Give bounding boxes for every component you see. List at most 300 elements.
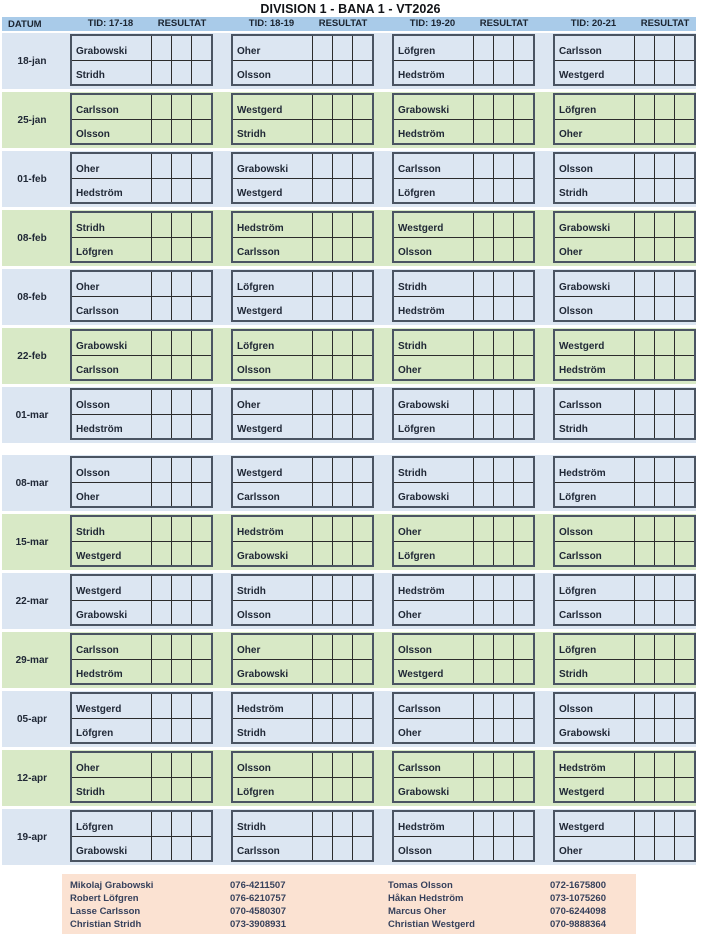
date-label: 22-feb — [17, 351, 47, 362]
result-box — [312, 659, 332, 683]
player-name: Oher — [555, 119, 634, 143]
result-box — [352, 694, 372, 718]
result-box — [352, 213, 372, 237]
schedule-row — [2, 92, 696, 148]
result-box — [191, 154, 211, 178]
result-box — [654, 60, 674, 84]
contact-name: Christian Westgerd — [388, 919, 475, 930]
result-box — [513, 777, 533, 801]
result-box — [674, 718, 694, 742]
result-box — [151, 694, 171, 718]
result-box — [493, 576, 513, 600]
date-label: 08-feb — [17, 292, 47, 303]
player-name: Oher — [76, 164, 100, 175]
result-box — [493, 213, 513, 237]
result-box — [473, 777, 493, 801]
result-box — [493, 154, 513, 178]
result-box — [674, 635, 694, 659]
result-box — [674, 178, 694, 202]
result-box — [171, 576, 191, 600]
result-box — [332, 541, 352, 565]
result-box — [654, 36, 674, 60]
result-box — [654, 458, 674, 482]
match-cell — [553, 93, 696, 145]
result-box — [191, 458, 211, 482]
result-box — [674, 576, 694, 600]
result-box — [151, 541, 171, 565]
row-spacer — [374, 810, 392, 865]
result-box — [171, 331, 191, 355]
player-name: Carlsson — [233, 836, 312, 860]
result-box — [634, 659, 654, 683]
date-label: 08-feb — [17, 233, 47, 244]
result-box — [493, 694, 513, 718]
player-name: Oher — [237, 645, 261, 656]
date-label: 12-apr — [16, 773, 47, 784]
player-name: Stridh — [76, 527, 105, 538]
result-box — [151, 635, 171, 659]
result-box — [513, 390, 533, 414]
row-spacer — [535, 329, 553, 384]
match-cell — [70, 515, 213, 567]
result-box — [493, 777, 513, 801]
result-box — [312, 482, 332, 506]
match-cell — [70, 152, 213, 204]
row-spacer — [213, 633, 231, 688]
match-cell — [231, 751, 374, 803]
result-box — [634, 296, 654, 320]
row-spacer — [535, 692, 553, 747]
player-name: Stridh — [76, 223, 105, 234]
result-box — [151, 213, 171, 237]
match-cell — [553, 633, 696, 685]
match-cell — [553, 456, 696, 508]
result-box — [634, 718, 654, 742]
player-name: Westgerd — [555, 777, 634, 801]
result-box — [171, 777, 191, 801]
result-box — [352, 95, 372, 119]
row-spacer — [62, 329, 70, 384]
schedule-table — [2, 17, 696, 865]
result-box — [513, 718, 533, 742]
result-box — [191, 718, 211, 742]
result-box — [473, 95, 493, 119]
row-spacer — [62, 574, 70, 629]
result-box — [674, 517, 694, 541]
result-box — [191, 482, 211, 506]
player-name: Carlsson — [559, 400, 602, 411]
result-box — [191, 178, 211, 202]
result-box — [151, 36, 171, 60]
result-box — [191, 694, 211, 718]
row-spacer — [62, 34, 70, 89]
result-box — [473, 694, 493, 718]
player-name: Olsson — [72, 119, 151, 143]
player-name: Oher — [76, 763, 100, 774]
player-name: Löfgren — [559, 105, 597, 116]
row-spacer — [374, 152, 392, 207]
row-spacer — [62, 810, 70, 865]
result-box — [634, 414, 654, 438]
result-box — [634, 390, 654, 414]
result-box — [352, 777, 372, 801]
result-box — [473, 458, 493, 482]
result-box — [151, 95, 171, 119]
match-cell — [70, 810, 213, 862]
match-cell — [70, 34, 213, 86]
match-cell — [231, 34, 374, 86]
result-box — [191, 600, 211, 624]
result-box — [674, 36, 694, 60]
player-name: Westgerd — [233, 296, 312, 320]
result-box — [513, 237, 533, 261]
row-spacer — [374, 456, 392, 511]
result-box — [332, 390, 352, 414]
player-name: Grabowski — [76, 341, 128, 352]
result-box — [151, 517, 171, 541]
table-header-row — [2, 17, 696, 31]
row-spacer — [213, 211, 231, 266]
result-box — [332, 414, 352, 438]
result-box — [191, 541, 211, 565]
result-box — [654, 390, 674, 414]
player-name: Grabowski — [76, 46, 128, 57]
result-box — [493, 296, 513, 320]
header-result-label: RESULTAT — [157, 18, 207, 29]
result-box — [352, 635, 372, 659]
result-box — [332, 119, 352, 143]
player-name: Löfgren — [72, 237, 151, 261]
player-name: Grabowski — [398, 105, 450, 116]
result-box — [654, 272, 674, 296]
result-box — [634, 482, 654, 506]
result-box — [312, 331, 332, 355]
player-name: Stridh — [233, 718, 312, 742]
result-box — [171, 753, 191, 777]
result-box — [191, 60, 211, 84]
player-name: Löfgren — [394, 541, 473, 565]
player-name: Westgerd — [398, 223, 444, 234]
result-box — [674, 836, 694, 860]
result-box — [513, 272, 533, 296]
match-cell — [70, 751, 213, 803]
result-box — [634, 635, 654, 659]
result-box — [332, 777, 352, 801]
player-name: Hedström — [237, 527, 284, 538]
header-spacer — [213, 17, 231, 31]
result-box — [634, 119, 654, 143]
row-spacer — [213, 93, 231, 148]
result-box — [674, 213, 694, 237]
header-time-label: TID: 20-21 — [570, 18, 617, 29]
result-box — [171, 213, 191, 237]
contact-name: Robert Löfgren — [70, 893, 139, 904]
result-box — [352, 36, 372, 60]
contact-name: Mikolaj Grabowski — [70, 880, 154, 891]
result-box — [171, 390, 191, 414]
date-label: 01-mar — [15, 410, 49, 421]
result-box — [332, 635, 352, 659]
match-cell — [231, 270, 374, 322]
result-box — [473, 355, 493, 379]
result-box — [654, 213, 674, 237]
player-name: Hedström — [394, 119, 473, 143]
header-slot-2 — [231, 17, 374, 31]
result-box — [191, 414, 211, 438]
player-name: Grabowski — [559, 282, 611, 293]
schedule-row — [2, 387, 696, 443]
result-box — [191, 777, 211, 801]
player-name: Olsson — [398, 645, 432, 656]
result-box — [332, 482, 352, 506]
result-box — [332, 753, 352, 777]
result-box — [473, 576, 493, 600]
contact-phone: 070-6244098 — [550, 906, 606, 917]
player-name: Oher — [394, 718, 473, 742]
result-box — [513, 296, 533, 320]
player-name: Hedström — [237, 704, 284, 715]
result-box — [332, 60, 352, 84]
player-name: Carlsson — [76, 105, 119, 116]
result-box — [332, 836, 352, 860]
header-result-label: RESULTAT — [479, 18, 529, 29]
result-box — [634, 753, 654, 777]
match-cell — [70, 388, 213, 440]
player-name: Löfgren — [233, 777, 312, 801]
result-box — [312, 541, 332, 565]
result-box — [654, 331, 674, 355]
result-box — [151, 458, 171, 482]
result-box — [634, 517, 654, 541]
player-name: Stridh — [398, 341, 427, 352]
match-cell — [231, 633, 374, 685]
result-box — [513, 836, 533, 860]
result-box — [171, 659, 191, 683]
result-box — [634, 777, 654, 801]
result-box — [312, 458, 332, 482]
date-label: 22-mar — [15, 596, 49, 607]
result-box — [332, 718, 352, 742]
result-box — [674, 296, 694, 320]
player-name: Löfgren — [394, 414, 473, 438]
result-box — [473, 296, 493, 320]
row-spacer — [374, 329, 392, 384]
result-box — [473, 178, 493, 202]
contact-name: Håkan Hedström — [388, 893, 464, 904]
result-box — [634, 60, 654, 84]
result-box — [332, 296, 352, 320]
result-box — [352, 154, 372, 178]
result-box — [634, 331, 654, 355]
result-box — [674, 154, 694, 178]
schedule-row — [2, 750, 696, 806]
result-box — [312, 836, 332, 860]
result-box — [191, 517, 211, 541]
result-box — [473, 414, 493, 438]
player-name: Grabowski — [555, 718, 634, 742]
date-label: 25-jan — [17, 115, 47, 126]
match-cell — [392, 93, 535, 145]
match-cell — [392, 515, 535, 567]
player-name: Westgerd — [72, 541, 151, 565]
schedule-row — [2, 210, 696, 266]
player-name: Olsson — [233, 60, 312, 84]
result-box — [634, 600, 654, 624]
result-box — [151, 812, 171, 836]
player-name: Oher — [394, 600, 473, 624]
player-name: Hedström — [72, 659, 151, 683]
match-cell — [70, 574, 213, 626]
result-box — [654, 659, 674, 683]
match-cell — [392, 152, 535, 204]
row-spacer — [374, 751, 392, 806]
schedule-row — [2, 33, 696, 89]
result-box — [151, 482, 171, 506]
row-spacer — [374, 270, 392, 325]
result-box — [513, 635, 533, 659]
schedule-row — [2, 151, 696, 207]
result-box — [654, 753, 674, 777]
player-name: Westgerd — [76, 704, 122, 715]
result-box — [654, 576, 674, 600]
player-name: Carlsson — [398, 704, 441, 715]
result-box — [312, 95, 332, 119]
header-result-label: RESULTAT — [640, 18, 690, 29]
result-box — [312, 718, 332, 742]
result-box — [332, 458, 352, 482]
result-box — [191, 36, 211, 60]
result-box — [191, 95, 211, 119]
row-spacer — [535, 515, 553, 570]
result-box — [312, 694, 332, 718]
header-slot-1 — [70, 17, 213, 31]
player-name: Stridh — [398, 468, 427, 479]
date-label: 01-feb — [17, 174, 47, 185]
result-box — [634, 576, 654, 600]
result-box — [352, 60, 372, 84]
contact-name: Marcus Oher — [388, 906, 447, 917]
result-box — [151, 659, 171, 683]
result-box — [674, 237, 694, 261]
result-box — [151, 272, 171, 296]
result-box — [191, 237, 211, 261]
result-box — [493, 237, 513, 261]
result-box — [151, 777, 171, 801]
player-name: Olsson — [394, 237, 473, 261]
result-box — [654, 600, 674, 624]
player-name: Carlsson — [398, 763, 441, 774]
player-name: Olsson — [237, 763, 271, 774]
result-box — [473, 119, 493, 143]
player-name: Löfgren — [237, 282, 275, 293]
result-box — [674, 60, 694, 84]
result-box — [654, 154, 674, 178]
match-cell — [231, 93, 374, 145]
date-label: 29-mar — [15, 655, 49, 666]
result-box — [352, 272, 372, 296]
row-spacer — [213, 388, 231, 443]
result-box — [513, 36, 533, 60]
result-box — [493, 836, 513, 860]
result-box — [473, 154, 493, 178]
row-spacer — [213, 270, 231, 325]
result-box — [674, 458, 694, 482]
header-time-label: TID: 19-20 — [409, 18, 456, 29]
date-label: 08-mar — [15, 478, 49, 489]
match-cell — [231, 211, 374, 263]
result-box — [171, 414, 191, 438]
result-box — [473, 659, 493, 683]
result-box — [473, 836, 493, 860]
match-cell — [70, 692, 213, 744]
player-name: Olsson — [394, 836, 473, 860]
player-name: Grabowski — [237, 164, 289, 175]
player-name: Grabowski — [233, 541, 312, 565]
player-name: Westgerd — [237, 105, 283, 116]
result-box — [634, 812, 654, 836]
result-box — [151, 154, 171, 178]
player-name: Olsson — [559, 164, 593, 175]
row-spacer — [62, 456, 70, 511]
result-box — [171, 541, 191, 565]
row-spacer — [535, 211, 553, 266]
result-box — [332, 154, 352, 178]
result-box — [513, 694, 533, 718]
result-box — [191, 753, 211, 777]
schedule-row — [2, 455, 696, 511]
result-box — [513, 576, 533, 600]
player-name: Westgerd — [394, 659, 473, 683]
result-box — [312, 355, 332, 379]
schedule-row — [2, 691, 696, 747]
result-box — [674, 753, 694, 777]
result-box — [312, 272, 332, 296]
date-label: 15-mar — [15, 537, 49, 548]
result-box — [634, 36, 654, 60]
player-name: Oher — [555, 237, 634, 261]
player-name: Stridh — [398, 282, 427, 293]
player-name: Grabowski — [72, 600, 151, 624]
contact-name: Tomas Olsson — [388, 880, 453, 891]
result-box — [513, 600, 533, 624]
result-box — [332, 659, 352, 683]
result-box — [312, 600, 332, 624]
page-title: DIVISION 1 - BANA 1 - VT2026 — [260, 2, 441, 16]
result-box — [332, 213, 352, 237]
result-box — [513, 355, 533, 379]
result-box — [151, 60, 171, 84]
date-label: 18-jan — [17, 56, 47, 67]
result-box — [674, 331, 694, 355]
contact-phone: 070-4580307 — [230, 906, 286, 917]
match-cell — [231, 388, 374, 440]
result-box — [513, 60, 533, 84]
player-name: Löfgren — [72, 718, 151, 742]
date-label: 19-apr — [16, 832, 47, 843]
result-box — [352, 237, 372, 261]
player-name: Carlsson — [233, 482, 312, 506]
result-box — [634, 836, 654, 860]
result-box — [332, 36, 352, 60]
player-name: Westgerd — [237, 468, 283, 479]
result-box — [312, 812, 332, 836]
row-spacer — [374, 388, 392, 443]
match-cell — [553, 270, 696, 322]
result-box — [493, 812, 513, 836]
row-spacer — [62, 270, 70, 325]
result-box — [674, 119, 694, 143]
result-box — [171, 836, 191, 860]
